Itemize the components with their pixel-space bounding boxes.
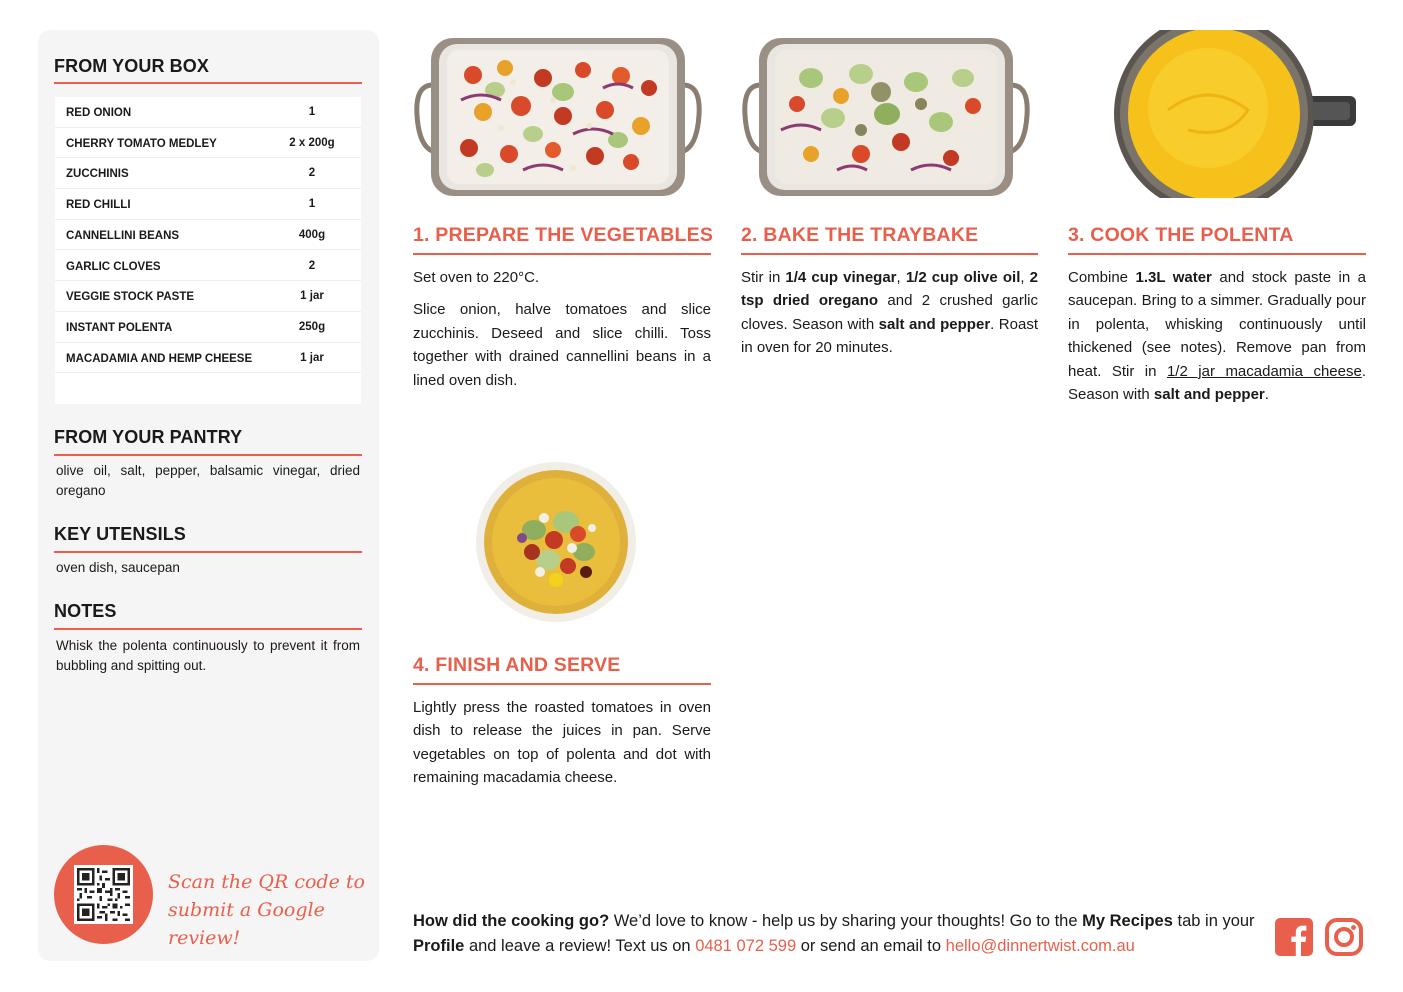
step-3-span: and stock paste in a saucepan. Bring to a simmer. Gradually pour in polenta, whisking continuously until thickened (see notes). Remove pan from heat. Stir in <box>1068 269 1366 380</box>
step-1-rule <box>413 253 711 255</box>
ingredient-name: GARLIC CLOVES <box>66 260 161 273</box>
step-3-span: Combine <box>1068 269 1136 286</box>
utensils-text: oven dish, saucepan <box>56 560 180 575</box>
table-row <box>55 189 361 220</box>
ingredient-name: ZUCCHINIS <box>66 168 129 181</box>
step-2-rule <box>741 253 1038 255</box>
ingredient-name: RED CHILLI <box>66 199 131 212</box>
step-3-photo-mask-top <box>1068 0 1366 30</box>
step-3-title: 3. COOK THE POLENTA <box>1068 224 1294 246</box>
notes-heading: NOTES <box>54 601 117 621</box>
footer-span: tab in your <box>1172 912 1255 930</box>
step-4-photo <box>474 460 638 624</box>
notes-heading-rule <box>54 628 362 630</box>
step-2-bold: 1/4 cup vinegar <box>785 269 897 286</box>
step-3-bold: salt and pepper <box>1153 386 1265 404</box>
footer-span: and leave a review! Text us on <box>464 937 696 955</box>
table-row <box>55 97 361 128</box>
footer-my-recipes: My Recipes <box>1082 912 1173 930</box>
sidebar <box>38 30 379 961</box>
qr-caption <box>168 868 368 952</box>
step-3-bold: 1.3L water <box>1135 269 1212 286</box>
ingredient-name: RED ONION <box>66 107 132 119</box>
table-row <box>55 128 361 159</box>
step-1-paragraph: Slice onion, halve tomatoes and slice zucchinis. Deseed and slice chilli. Toss together with drained cannellini beans in a lined oven dish. <box>413 301 711 389</box>
step-4-title: 4. FINISH AND SERVE <box>413 654 621 676</box>
footer-phone-link[interactable]: 0481 072 599 <box>695 937 797 955</box>
pantry-heading: FROM YOUR PANTRY <box>54 427 243 447</box>
footer-span: We’d love to know - help us by sharing your thoughts! Go to the <box>609 912 1083 930</box>
step-2-text <box>741 266 1038 369</box>
facebook-icon[interactable] <box>1275 918 1313 956</box>
table-row <box>55 312 361 343</box>
ingredient-name: CHERRY TOMATO MEDLEY <box>66 137 217 150</box>
step-1-text <box>413 266 711 401</box>
ingredient-qty: 2 <box>308 167 316 180</box>
ingredient-qty: 400g <box>298 228 326 241</box>
footer-question: How did the cooking go? <box>413 912 610 930</box>
table-row <box>55 158 361 189</box>
step-2-span: and 2 crushed garlic cloves. Season with <box>741 292 1039 333</box>
step-3-photo-mask-bottom <box>1068 198 1366 218</box>
step-3-photo <box>1068 30 1366 198</box>
step-3-underline: 1/2 jar macadamia cheese <box>1166 362 1362 380</box>
step-4-text <box>413 696 711 799</box>
ingredients-table <box>55 97 361 404</box>
ingredient-name: VEGGIE STOCK PASTE <box>66 291 195 304</box>
step-3-span: . <box>1264 386 1269 404</box>
utensils-heading-rule <box>54 551 362 553</box>
ingredient-name: MACADAMIA AND HEMP CHEESE <box>66 352 253 365</box>
step-3-text <box>1068 266 1366 415</box>
step-4-rule <box>413 683 711 685</box>
qr-badge <box>54 845 153 944</box>
ingredient-qty: 1 jar <box>300 351 324 364</box>
table-row <box>55 281 361 312</box>
step-2-span: , <box>896 269 906 286</box>
footer-span: or send an email to <box>796 937 946 955</box>
step-2-paragraph <box>741 266 1038 360</box>
ingredient-name: INSTANT POLENTA <box>66 321 173 334</box>
pantry-text: olive oil, salt, pepper, balsamic vinegar, dried oregano <box>56 463 360 498</box>
footer-message <box>413 909 1263 959</box>
step-1-paragraph: Set oven to 220°C. <box>413 269 540 286</box>
step-2-bold: 2 tsp dried oregano <box>741 269 1038 310</box>
box-heading: FROM YOUR BOX <box>54 56 209 76</box>
qr-code-icon[interactable] <box>74 865 133 924</box>
table-row <box>55 343 361 374</box>
notes-text: Whisk the polenta continuously to prevent it from bubbling and spitting out. <box>56 638 360 673</box>
step-3-rule <box>1068 253 1366 255</box>
step-1-photo <box>413 30 703 198</box>
step-3-span: . Season with <box>1068 362 1366 404</box>
pantry-heading-rule <box>54 454 362 456</box>
qr-caption-line: Scan the QR code to <box>168 871 365 893</box>
step-4-paragraph: Lightly press the roasted tomatoes in oven dish to release the juices in pan. Serve vegetables on top of polenta and dot with remaining macadamia cheese. <box>413 699 711 787</box>
qr-caption-line: submit a Google review! <box>168 899 325 949</box>
step-2-span: , <box>1020 269 1030 286</box>
utensils-heading: KEY UTENSILS <box>54 524 186 544</box>
footer-email-link[interactable]: hello@dinnertwist.com.au <box>945 937 1135 955</box>
ingredient-qty: 250g <box>298 320 326 333</box>
ingredient-qty: 1 <box>308 198 316 211</box>
step-2-span: . Roast in oven for 20 minutes. <box>741 315 1038 357</box>
step-2-title: 2. BAKE THE TRAYBAKE <box>741 224 979 246</box>
step-2-bold: salt and pepper <box>878 315 991 333</box>
ingredient-qty: 1 <box>308 106 316 118</box>
ingredient-qty: 2 x 200g <box>289 136 335 149</box>
footer-profile: Profile <box>413 937 465 955</box>
ingredient-qty: 2 <box>308 259 316 272</box>
step-2-photo <box>741 30 1031 198</box>
step-2-bold: 1/2 cup olive oil <box>905 269 1021 286</box>
instagram-icon[interactable] <box>1325 918 1363 956</box>
table-row <box>55 220 361 251</box>
box-heading-rule <box>54 82 362 84</box>
step-3-paragraph <box>1068 266 1366 406</box>
table-row <box>55 251 361 282</box>
step-1-title: 1. PREPARE THE VEGETABLES <box>413 224 714 246</box>
ingredient-name: CANNELLINI BEANS <box>66 229 180 242</box>
step-2-span: Stir in <box>741 269 786 286</box>
ingredient-qty: 1 jar <box>300 290 324 303</box>
